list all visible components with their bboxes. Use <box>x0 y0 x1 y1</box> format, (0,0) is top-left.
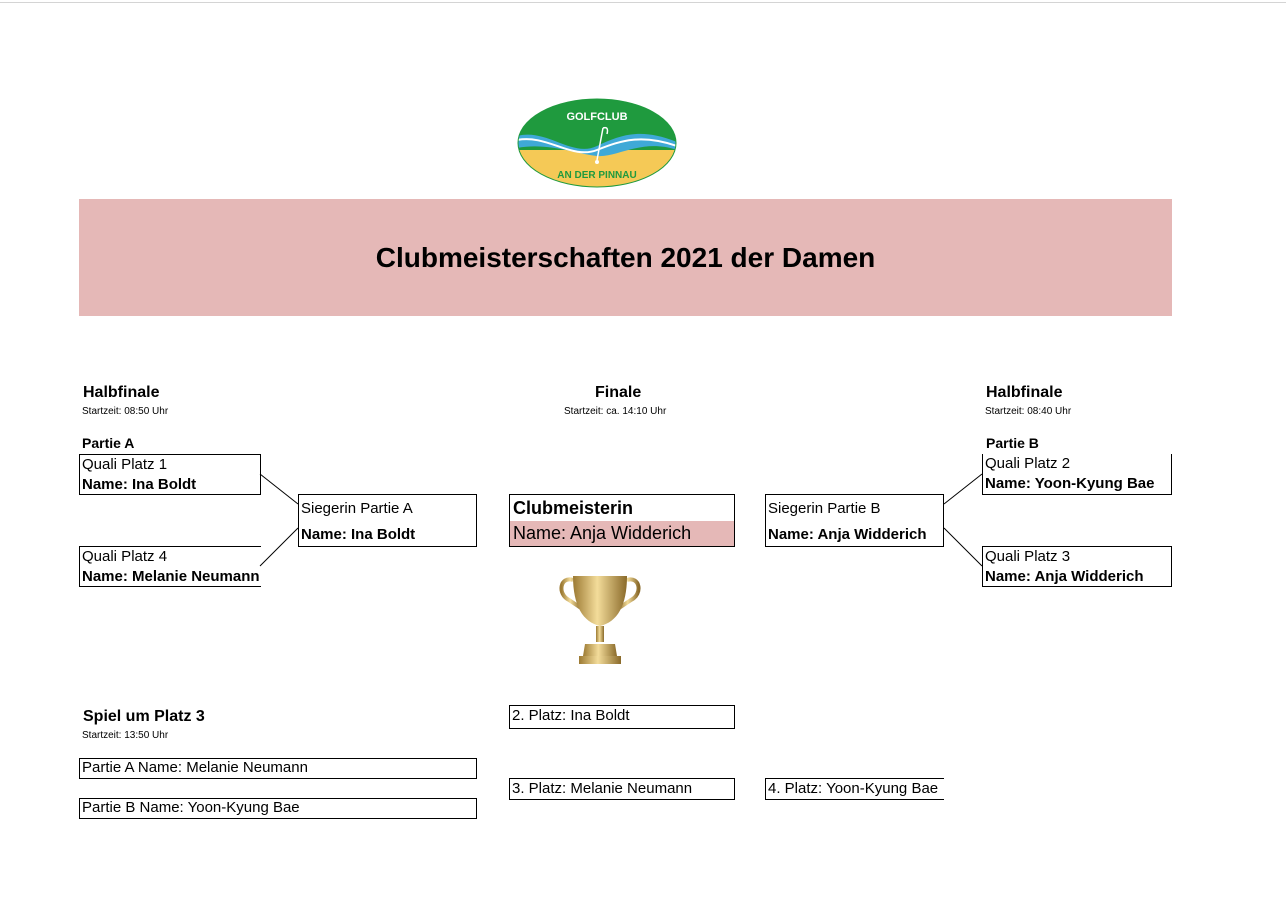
trophy-icon <box>555 570 645 670</box>
third-place-partie-b: Partie B Name: Yoon-Kyung Bae <box>82 799 300 816</box>
second-place: 2. Platz: Ina Boldt <box>512 707 630 724</box>
winner-b-box <box>765 494 944 547</box>
third-place-partie-a-box <box>79 758 477 779</box>
final-start-time: Startzeit: ca. 14:10 Uhr <box>564 406 667 417</box>
partie-a-label: Partie A <box>82 435 135 451</box>
right-start-time: Startzeit: 08:40 Uhr <box>985 406 1072 417</box>
champion-box <box>509 494 735 547</box>
champion-label: Clubmeisterin <box>513 498 634 518</box>
third-place-partie-a: Partie A Name: Melanie Neumann <box>82 759 308 776</box>
left-heading: Halbfinale <box>83 384 160 401</box>
right-heading: Halbfinale <box>986 384 1063 401</box>
logo-text-top: GOLFCLUB <box>566 111 628 123</box>
page-title: Clubmeisterschaften 2021 der Damen <box>375 241 876 273</box>
left-start-time: Startzeit: 08:50 Uhr <box>82 406 169 417</box>
winner-a-label: Siegerin Partie A <box>301 500 413 517</box>
winner-b-name: Name: Anja Widderich <box>768 526 927 543</box>
third-place-partie-b-box <box>79 798 477 819</box>
final-heading: Finale <box>595 384 642 401</box>
third-place-heading: Spiel um Platz 3 <box>83 708 205 725</box>
fourth-place: 4. Platz: Yoon-Kyung Bae <box>768 780 939 797</box>
third-place-start-time: Startzeit: 13:50 Uhr <box>82 730 169 741</box>
quali-3-box <box>982 546 1172 587</box>
winner-a-name: Name: Ina Boldt <box>301 526 416 543</box>
quali-4-name: Name: Melanie Neumann <box>82 568 260 585</box>
quali-2-name: Name: Yoon-Kyung Bae <box>985 475 1155 492</box>
third-place-box <box>509 778 735 800</box>
champion-name: Name: Anja Widderich <box>510 521 734 546</box>
quali-1-name: Name: Ina Boldt <box>82 476 197 493</box>
quali-4-box <box>79 546 261 587</box>
second-place-box <box>509 705 735 729</box>
logo-text-bottom: AN DER PINNAU <box>557 170 637 181</box>
quali-3-label: Quali Platz 3 <box>985 548 1071 565</box>
quali-1-box <box>79 454 261 495</box>
quali-1-label: Quali Platz 1 <box>82 456 168 473</box>
partie-b-label: Partie B <box>986 435 1039 451</box>
winner-b-label: Siegerin Partie B <box>768 500 881 517</box>
quali-3-name: Name: Anja Widderich <box>985 568 1144 585</box>
winner-a-box <box>298 494 477 547</box>
third-place: 3. Platz: Melanie Neumann <box>512 780 693 797</box>
fourth-place-box <box>765 778 944 800</box>
quali-4-label: Quali Platz 4 <box>82 548 168 565</box>
quali-2-box <box>982 454 1172 495</box>
quali-2-label: Quali Platz 2 <box>985 455 1071 472</box>
